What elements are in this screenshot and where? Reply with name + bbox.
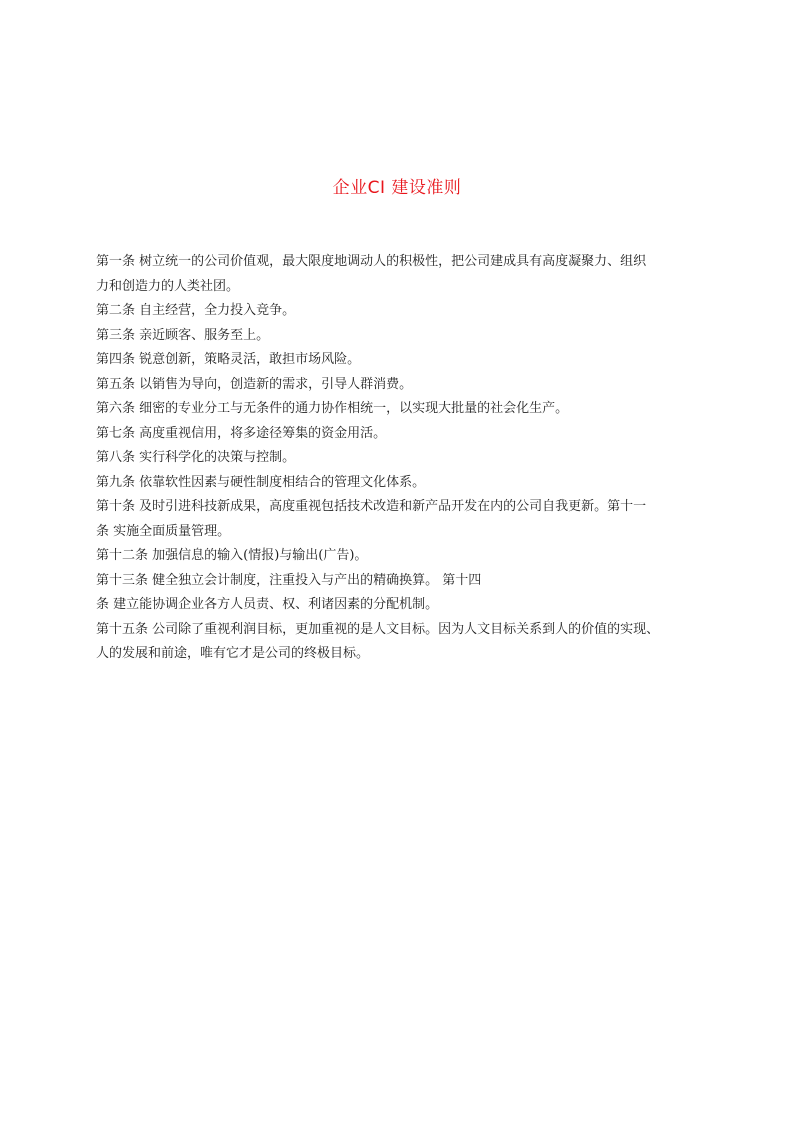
text-line: 人的发展和前途，唯有它才是公司的终极目标。 <box>96 646 370 661</box>
text-line: 第四条 锐意创新，策略灵活，敢担市场风险。 <box>96 352 361 367</box>
text-line: 力和创造力的人类社团。 <box>96 278 240 294</box>
text-line: 第六条 细密的专业分工与无条件的通力协作相统一，以实现大批量的社会化生产。 <box>96 401 569 416</box>
text-line: 第二条 自主经营，全力投入竞争。 <box>96 303 296 318</box>
text-line: 第十三条 健全独立会计制度，注重投入与产出的精确换算。 第十四 <box>96 572 482 588</box>
text-line: 第七条 高度重视信用，将多途径筹集的资金用活。 <box>96 425 387 441</box>
text-line: 第十五条 公司除了重视利润目标，更加重视的是人文目标。因为人文目标关系到人的价值的实现、 <box>96 621 660 637</box>
text-line: 条 建立能协调企业各方人员责、权、利诸因素的分配机制。 <box>96 597 439 612</box>
document-title: 企业CI 建设准则 <box>332 178 462 198</box>
text-line: 第三条 亲近顾客、服务至上。 <box>96 327 270 343</box>
text-line: 第八条 实行科学化的决策与控制。 <box>96 450 296 465</box>
document-body <box>96 250 708 667</box>
text-line: 第五条 以销售为导向，创造新的需求，引导人群消费。 <box>96 376 413 392</box>
text-line: 第一条 树立统一的公司价值观，最大限度地调动人的积极性，把公司建成具有高度凝聚力、组织 <box>96 254 647 269</box>
text-line: 第十条 及时引进科技新成果，高度重视包括技术改造和新产品开发在内的公司自我更新。第十一 <box>96 499 647 514</box>
text-line: 第十二条 加强信息的输入(情报)与输出(广告)。 <box>96 548 368 563</box>
text-line: 第九条 依靠软性因素与硬性制度相结合的管理文化体系。 <box>96 474 426 490</box>
text-line: 条 实施全面质量管理。 <box>96 523 231 539</box>
